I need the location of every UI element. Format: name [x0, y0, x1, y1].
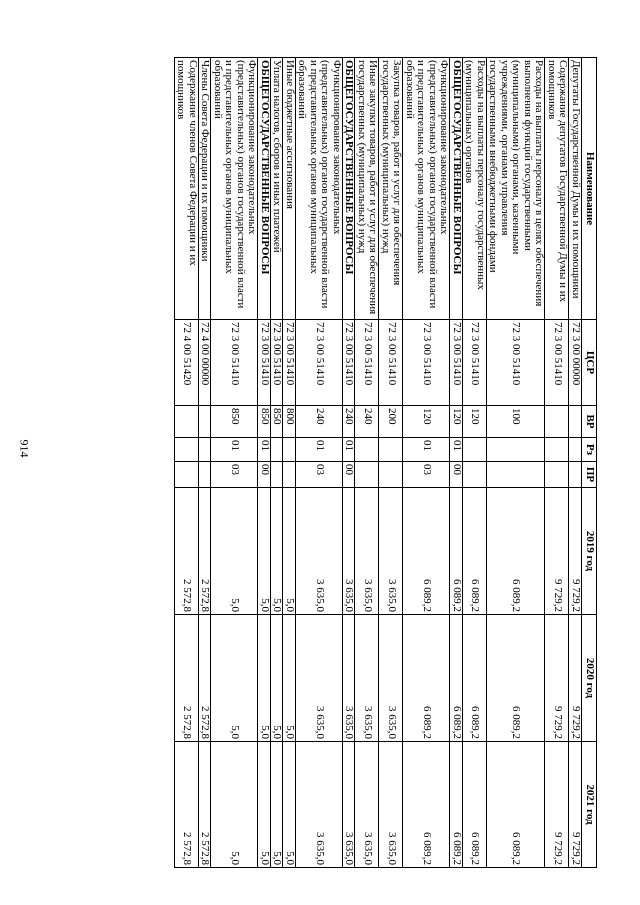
cell-2020: 5,0: [283, 615, 296, 742]
cell-pr: 00: [450, 462, 463, 488]
cell-2021: 6 089,2: [463, 742, 487, 868]
table-row: [258, 58, 271, 868]
table-row: [296, 58, 343, 868]
header-2021: 2021 год: [582, 742, 597, 868]
header-2019: 2019 год: [582, 488, 597, 615]
cell-name: Иные бюджетные ассигнования: [283, 58, 296, 320]
cell-csr: 72 3 00 51410: [283, 320, 296, 406]
cell-rz: 01: [258, 438, 271, 462]
cell-name: Функционирование законодательных (представительных) органов государственной власти и представительных органов муниципальных образований: [296, 58, 343, 320]
cell-2019: 5,0: [211, 488, 258, 615]
cell-2020: 9 729,2: [545, 615, 569, 742]
cell-vr: 200: [379, 406, 403, 438]
cell-pr: 03: [403, 462, 450, 488]
header-vr: ВР: [582, 406, 597, 438]
cell-pr: [569, 462, 582, 488]
cell-2019: 2 572,8: [199, 488, 212, 615]
cell-name: Иные закупки товаров, работ и услуг для обеспечения государственных (муниципальных) нужд: [355, 58, 379, 320]
cell-name: Содержание членов Совета Федерации и их помощников: [175, 58, 199, 320]
cell-2019: 6 089,2: [463, 488, 487, 615]
cell-pr: [283, 462, 296, 488]
cell-csr: 72 3 00 51410: [450, 320, 463, 406]
cell-rz: [199, 438, 212, 462]
budget-table: [174, 57, 597, 868]
cell-rz: [379, 438, 403, 462]
cell-2019: 6 089,2: [487, 488, 546, 615]
header-csr: ЦСР: [582, 320, 597, 406]
cell-vr: [199, 406, 212, 438]
cell-pr: [355, 462, 379, 488]
cell-vr: [175, 406, 199, 438]
cell-2021: 5,0: [271, 742, 284, 868]
cell-vr: 120: [450, 406, 463, 438]
cell-2021: 3 635,0: [355, 742, 379, 868]
cell-2019: 5,0: [258, 488, 271, 615]
cell-vr: 850: [211, 406, 258, 438]
cell-2021: 5,0: [211, 742, 258, 868]
cell-csr: 72 3 00 51410: [343, 320, 356, 406]
cell-2019: 6 089,2: [403, 488, 450, 615]
cell-csr: 72 4 00 51420: [175, 320, 199, 406]
cell-2019: 2 572,8: [175, 488, 199, 615]
cell-2020: 6 089,2: [403, 615, 450, 742]
cell-name: Содержание депутатов Государственной Думы и их помощников: [545, 58, 569, 320]
cell-2021: 3 635,0: [343, 742, 356, 868]
cell-2020: 6 089,2: [487, 615, 546, 742]
table-header-row: [582, 58, 597, 868]
cell-2020: 6 089,2: [463, 615, 487, 742]
table-row: [379, 58, 403, 868]
cell-vr: 850: [258, 406, 271, 438]
cell-2021: 3 635,0: [296, 742, 343, 868]
cell-2019: 3 635,0: [355, 488, 379, 615]
cell-csr: 72 3 00 51410: [296, 320, 343, 406]
table-row: [211, 58, 258, 868]
cell-2019: 3 635,0: [343, 488, 356, 615]
cell-pr: [175, 462, 199, 488]
cell-2021: 6 089,2: [403, 742, 450, 868]
cell-vr: [545, 406, 569, 438]
cell-2020: 6 089,2: [450, 615, 463, 742]
table-row: [545, 58, 569, 868]
cell-pr: 03: [296, 462, 343, 488]
table-row: [403, 58, 450, 868]
cell-name: Члены Совета Федерации и их помощники: [199, 58, 212, 320]
table-row: [283, 58, 296, 868]
cell-rz: 01: [343, 438, 356, 462]
cell-2021: 6 089,2: [450, 742, 463, 868]
cell-2020: 2 572,8: [199, 615, 212, 742]
cell-rz: 01: [450, 438, 463, 462]
page-number: 914: [17, 439, 32, 458]
cell-2019: 9 729,2: [569, 488, 582, 615]
table-body: [175, 58, 582, 868]
cell-name: Функционирование законодательных (представительных) органов государственной власти и представительных органов муниципальных образований: [211, 58, 258, 320]
cell-name: ОБЩЕГОСУДАРСТВЕННЫЕ ВОПРОСЫ: [258, 58, 271, 320]
cell-name: ОБЩЕГОСУДАРСТВЕННЫЕ ВОПРОСЫ: [450, 58, 463, 320]
table-row: [355, 58, 379, 868]
cell-pr: 00: [258, 462, 271, 488]
cell-pr: [463, 462, 487, 488]
cell-pr: [199, 462, 212, 488]
cell-2019: 3 635,0: [379, 488, 403, 615]
header-rz: Рз: [582, 438, 597, 462]
cell-vr: 850: [271, 406, 284, 438]
cell-rz: 01: [296, 438, 343, 462]
cell-name: Депутаты Государственной Думы и их помощники: [569, 58, 582, 320]
cell-csr: 72 3 00 51410: [545, 320, 569, 406]
cell-2020: 9 729,2: [569, 615, 582, 742]
cell-vr: 120: [463, 406, 487, 438]
table-row: [569, 58, 582, 868]
rotated-table-container: [111, 57, 597, 867]
header-name: Наименование: [582, 58, 597, 320]
table-row: [199, 58, 212, 868]
cell-rz: [271, 438, 284, 462]
cell-2021: 6 089,2: [487, 742, 546, 868]
cell-csr: 72 3 00 51410: [403, 320, 450, 406]
cell-2019: 5,0: [283, 488, 296, 615]
cell-pr: [487, 462, 546, 488]
cell-vr: 240: [296, 406, 343, 438]
cell-csr: 72 3 00 51410: [355, 320, 379, 406]
cell-name: Уплата налогов, сборов и иных платежей: [271, 58, 284, 320]
cell-2020: 3 635,0: [355, 615, 379, 742]
cell-vr: 100: [487, 406, 546, 438]
cell-rz: [545, 438, 569, 462]
cell-csr: 72 3 00 51410: [258, 320, 271, 406]
cell-2019: 5,0: [271, 488, 284, 615]
cell-pr: [379, 462, 403, 488]
cell-name: Расходы на выплаты персоналу в целях обеспечения выполнения функций государственными (муниципальными) органами, казенными учреждениями, органами управления государственными внебюджетными фондами: [487, 58, 546, 320]
table-row: [487, 58, 546, 868]
cell-pr: [545, 462, 569, 488]
cell-2021: 3 635,0: [379, 742, 403, 868]
cell-rz: [175, 438, 199, 462]
cell-name: Закупка товаров, работ и услуг для обеспечения государственных (муниципальных) нужд: [379, 58, 403, 320]
cell-2020: 3 635,0: [379, 615, 403, 742]
table-row: [271, 58, 284, 868]
cell-pr: [271, 462, 284, 488]
cell-rz: 01: [403, 438, 450, 462]
cell-name: Расходы на выплаты персоналу государственных (муниципальных) органов: [463, 58, 487, 320]
cell-name: ОБЩЕГОСУДАРСТВЕННЫЕ ВОПРОСЫ: [343, 58, 356, 320]
cell-2021: 9 729,2: [569, 742, 582, 868]
cell-vr: 800: [283, 406, 296, 438]
cell-2020: 5,0: [211, 615, 258, 742]
cell-vr: 120: [403, 406, 450, 438]
cell-2020: 3 635,0: [343, 615, 356, 742]
cell-csr: 72 3 00 51410: [487, 320, 546, 406]
cell-2019: 9 729,2: [545, 488, 569, 615]
cell-csr: 72 3 00 51410: [211, 320, 258, 406]
table-row: [343, 58, 356, 868]
cell-rz: [355, 438, 379, 462]
cell-2019: 3 635,0: [296, 488, 343, 615]
cell-rz: [463, 438, 487, 462]
table-row: [450, 58, 463, 868]
cell-pr: 00: [343, 462, 356, 488]
cell-rz: 01: [211, 438, 258, 462]
header-pr: ПР: [582, 462, 597, 488]
cell-2020: 3 635,0: [296, 615, 343, 742]
cell-2021: 2 572,8: [175, 742, 199, 868]
cell-csr: 72 4 00 00000: [199, 320, 212, 406]
cell-2021: 2 572,8: [199, 742, 212, 868]
cell-csr: 72 3 00 51410: [379, 320, 403, 406]
table-row: [463, 58, 487, 868]
cell-rz: [487, 438, 546, 462]
header-2020: 2020 год: [582, 615, 597, 742]
cell-name: Функционирование законодательных (представительных) органов государственной власти и представительных органов муниципальных образований: [403, 58, 450, 320]
cell-2021: 9 729,2: [545, 742, 569, 868]
cell-vr: 240: [343, 406, 356, 438]
cell-2020: 5,0: [258, 615, 271, 742]
cell-pr: 03: [211, 462, 258, 488]
cell-2021: 5,0: [258, 742, 271, 868]
cell-2019: 6 089,2: [450, 488, 463, 615]
cell-vr: 240: [355, 406, 379, 438]
table-row: [175, 58, 199, 868]
cell-csr: 72 3 00 51410: [463, 320, 487, 406]
cell-2021: 5,0: [283, 742, 296, 868]
cell-csr: 72 3 00 51410: [271, 320, 284, 406]
cell-rz: [283, 438, 296, 462]
cell-csr: 72 3 00 00000: [569, 320, 582, 406]
cell-vr: [569, 406, 582, 438]
cell-2020: 5,0: [271, 615, 284, 742]
cell-2020: 2 572,8: [175, 615, 199, 742]
cell-rz: [569, 438, 582, 462]
